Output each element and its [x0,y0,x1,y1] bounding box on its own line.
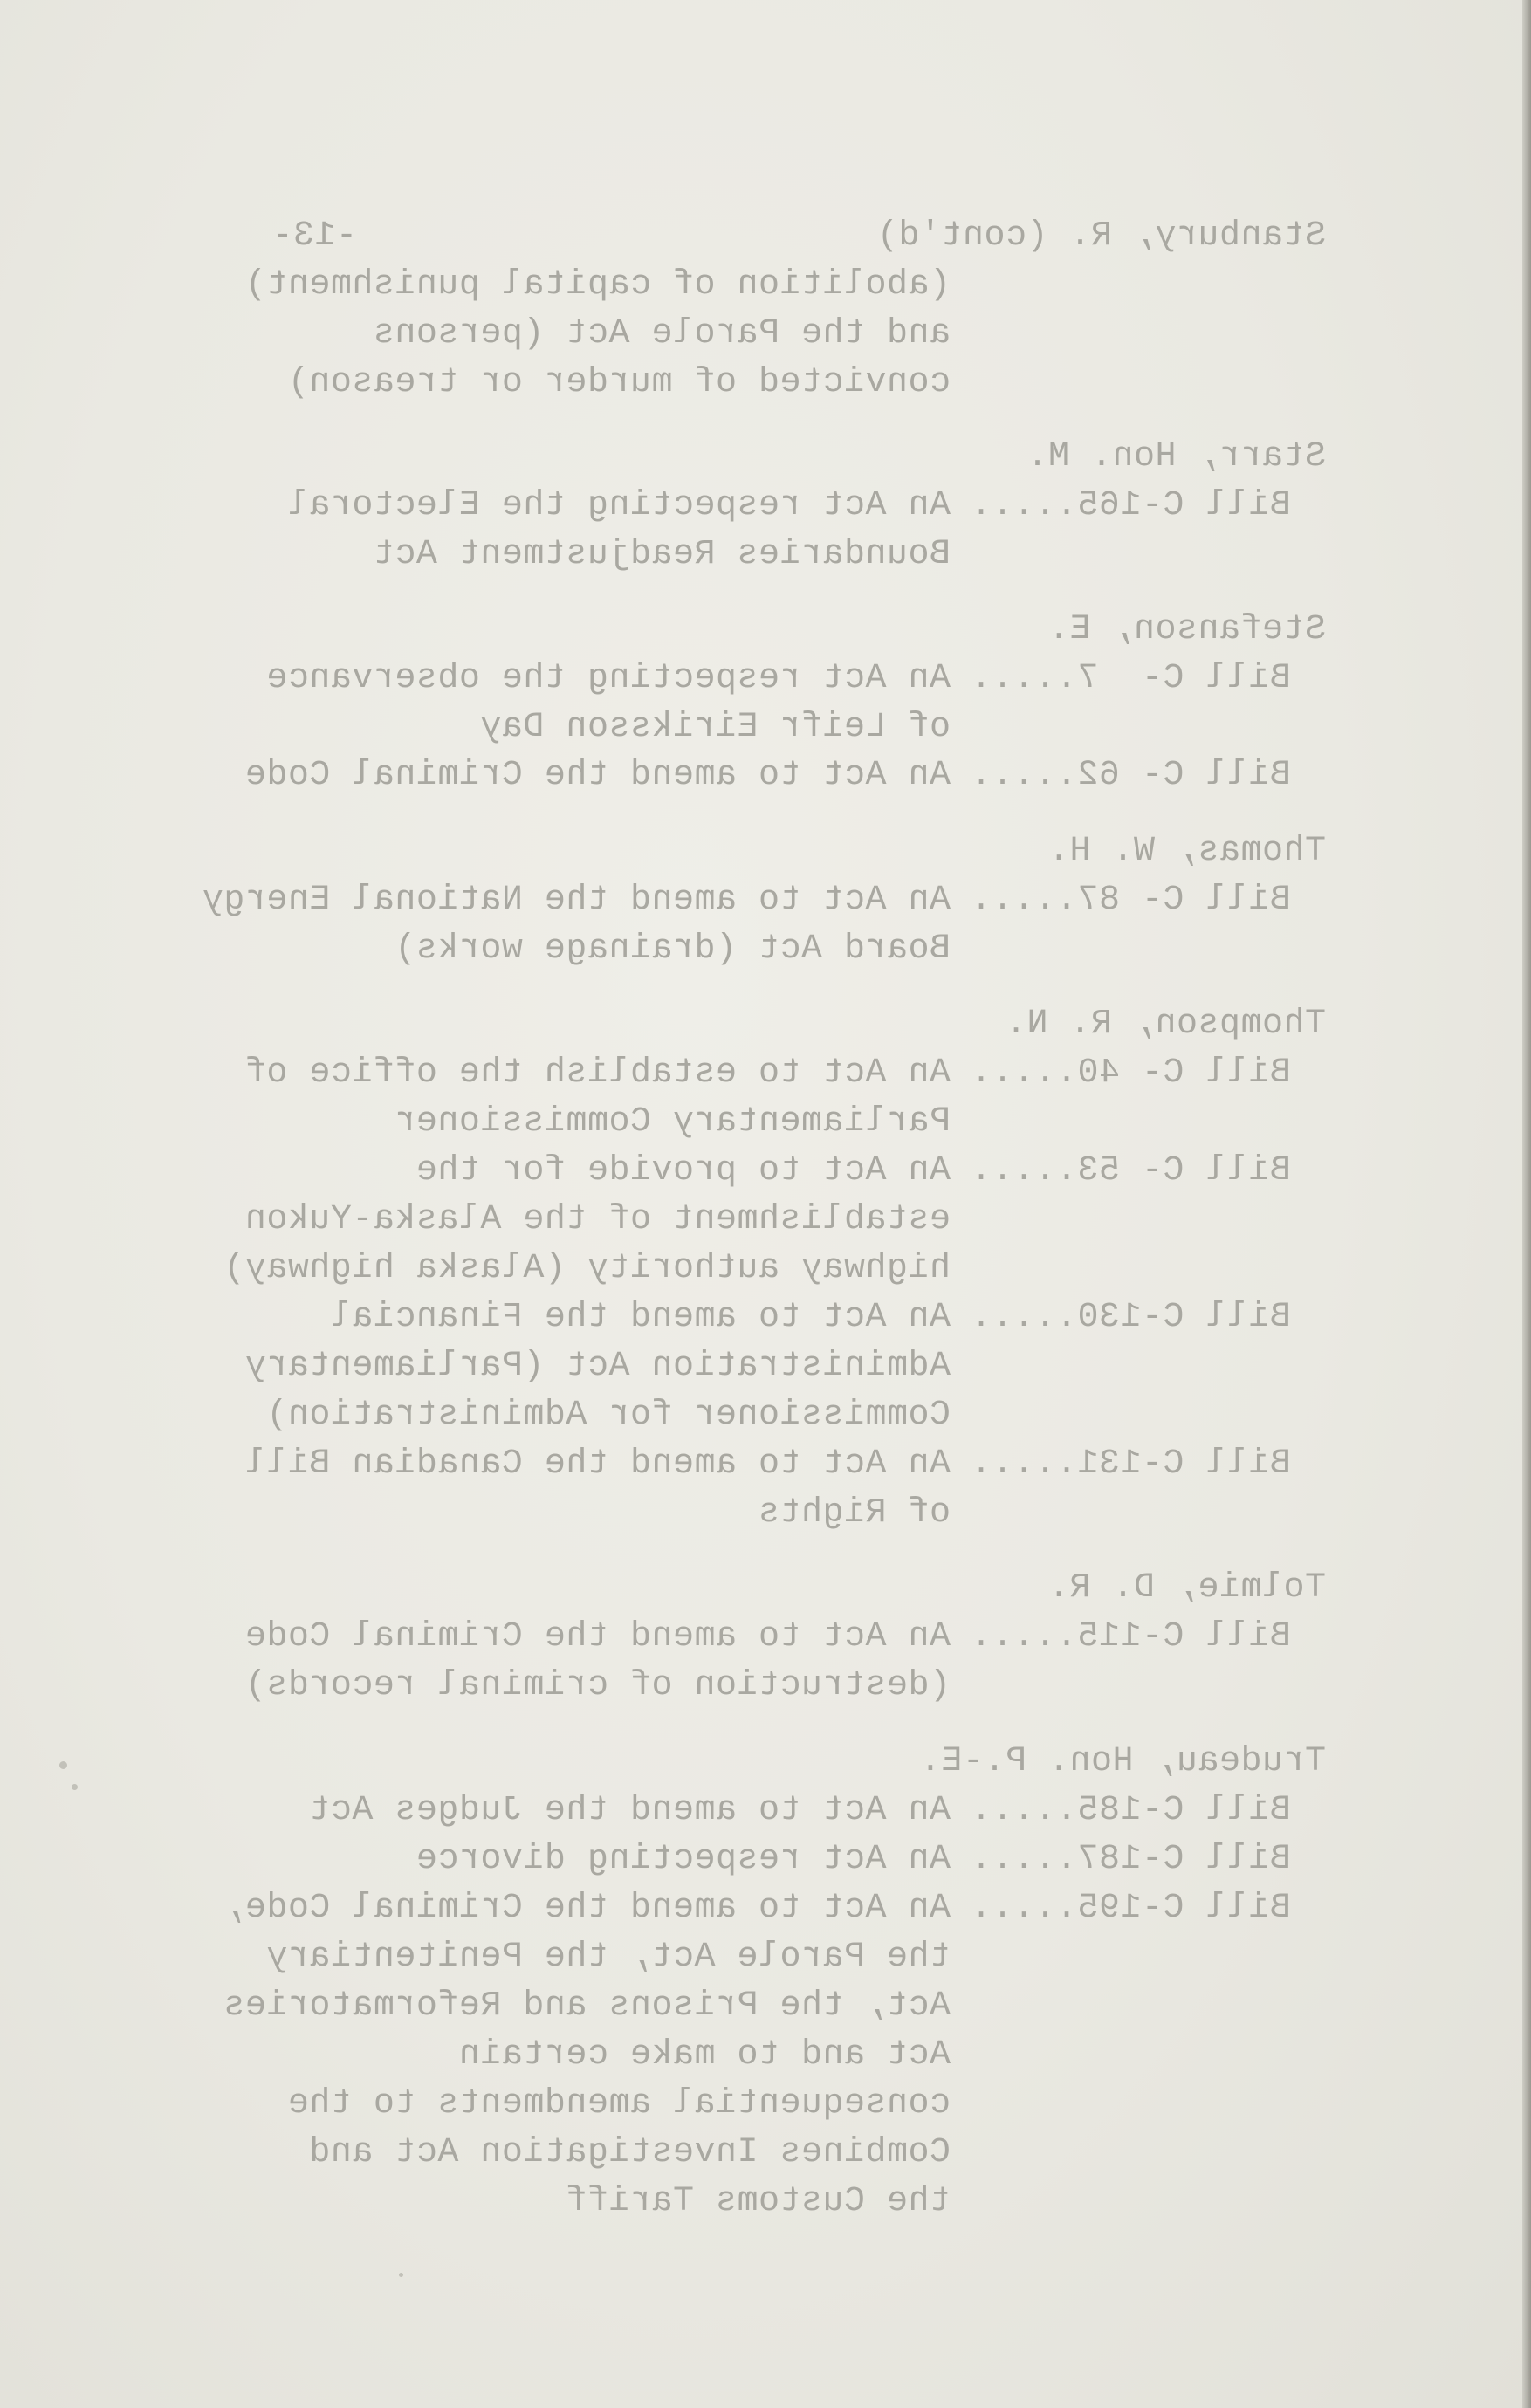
bill-number: Bill C- 87..... [970,881,1291,920]
bill-number: Bill C- 53..... [970,1151,1291,1190]
member-name: Starr, Hon. M. [1026,437,1326,477]
bill-description-line: the Parole Act, the Penitentiary [265,1938,951,1977]
bill-description-line: establishment of the Alaska-Yukon [244,1200,951,1239]
bill-description-line: An Act to amend the Judges Act [308,1791,951,1830]
member-name: Trudeau, Hon. P.-E. [919,1742,1326,1781]
bill-description-line: An Act to amend the Criminal Code [244,1617,951,1657]
bill-description-line: An Act to amend the National Energy [202,881,951,920]
bill-description-line: An Act to amend the Financial [330,1298,951,1337]
bill-description-line: An Act to amend the Canadian Bill [244,1444,951,1484]
bill-description-line: An Act respecting the Electoral [287,486,951,525]
bill-description-line: An Act respecting divorce [415,1840,951,1879]
bill-description-line: consequential amendments to the [287,2084,951,2123]
bill-description-line: Parliamentary Commissioner [394,1102,951,1142]
bill-number: Bill C- 7..... [970,659,1291,698]
bill-description-line: the Customs Tariff [565,2182,951,2221]
bill-description-line: convicted of murder or treason) [287,363,951,402]
bill-description-line: highway authority (Alaska highway) [223,1249,951,1288]
member-name: Thomas, W. H. [1047,832,1326,871]
member-name: Stanbury, R. (cont'd) [876,216,1326,256]
bill-description-line: Boundaries Readjustment Act [373,535,951,574]
page-number: -13- [271,216,357,256]
bill-number: Bill C-195..... [970,1889,1291,1928]
bill-number: Bill C-185..... [970,1791,1291,1830]
member-name: Tolmie, D. R. [1047,1568,1326,1608]
bill-number: Bill C-187..... [970,1840,1291,1879]
bill-description-line: of Rights [758,1493,951,1533]
bill-number: Bill C-115..... [970,1617,1291,1657]
bill-description-line: Commissioner for Administration) [265,1396,951,1435]
bill-number: Bill C- 40..... [970,1053,1291,1093]
bill-description-line: An Act to provide for the [415,1151,951,1190]
bill-description-line: An Act to establish the office of [244,1053,951,1093]
member-name: Thompson, R. N. [1005,1005,1326,1044]
bill-description-line: Combines Investigation Act and [308,2133,951,2172]
bill-description-line: and the Parole Act (persons [373,314,951,353]
bill-description-line: Board Act (drainage works) [394,930,951,969]
bill-number: Bill C-130..... [970,1298,1291,1337]
bill-description-line: Administration Act (Parliamentary [244,1347,951,1386]
bill-description-line: Act and to make certain [458,2035,951,2075]
bill-description-line: (abolition of capital punishment) [244,265,951,305]
bill-number: Bill C- 62..... [970,756,1291,795]
bill-description-line: (destruction of criminal records) [244,1666,951,1705]
bill-number: Bill C-165..... [970,486,1291,525]
bill-number: Bill C-131..... [970,1444,1291,1484]
bill-description-line: of Leifr Eiriksson Day [479,708,951,747]
bill-description-line: An Act respecting the observance [265,659,951,698]
bill-description-line: An Act to amend the Criminal Code, [223,1889,951,1928]
bill-description-line: An Act to amend the Criminal Code [244,756,951,795]
member-name: Stefanson, E. [1047,610,1326,649]
bill-description-line: Act, the Prisons and Reformatories [223,1986,951,2026]
